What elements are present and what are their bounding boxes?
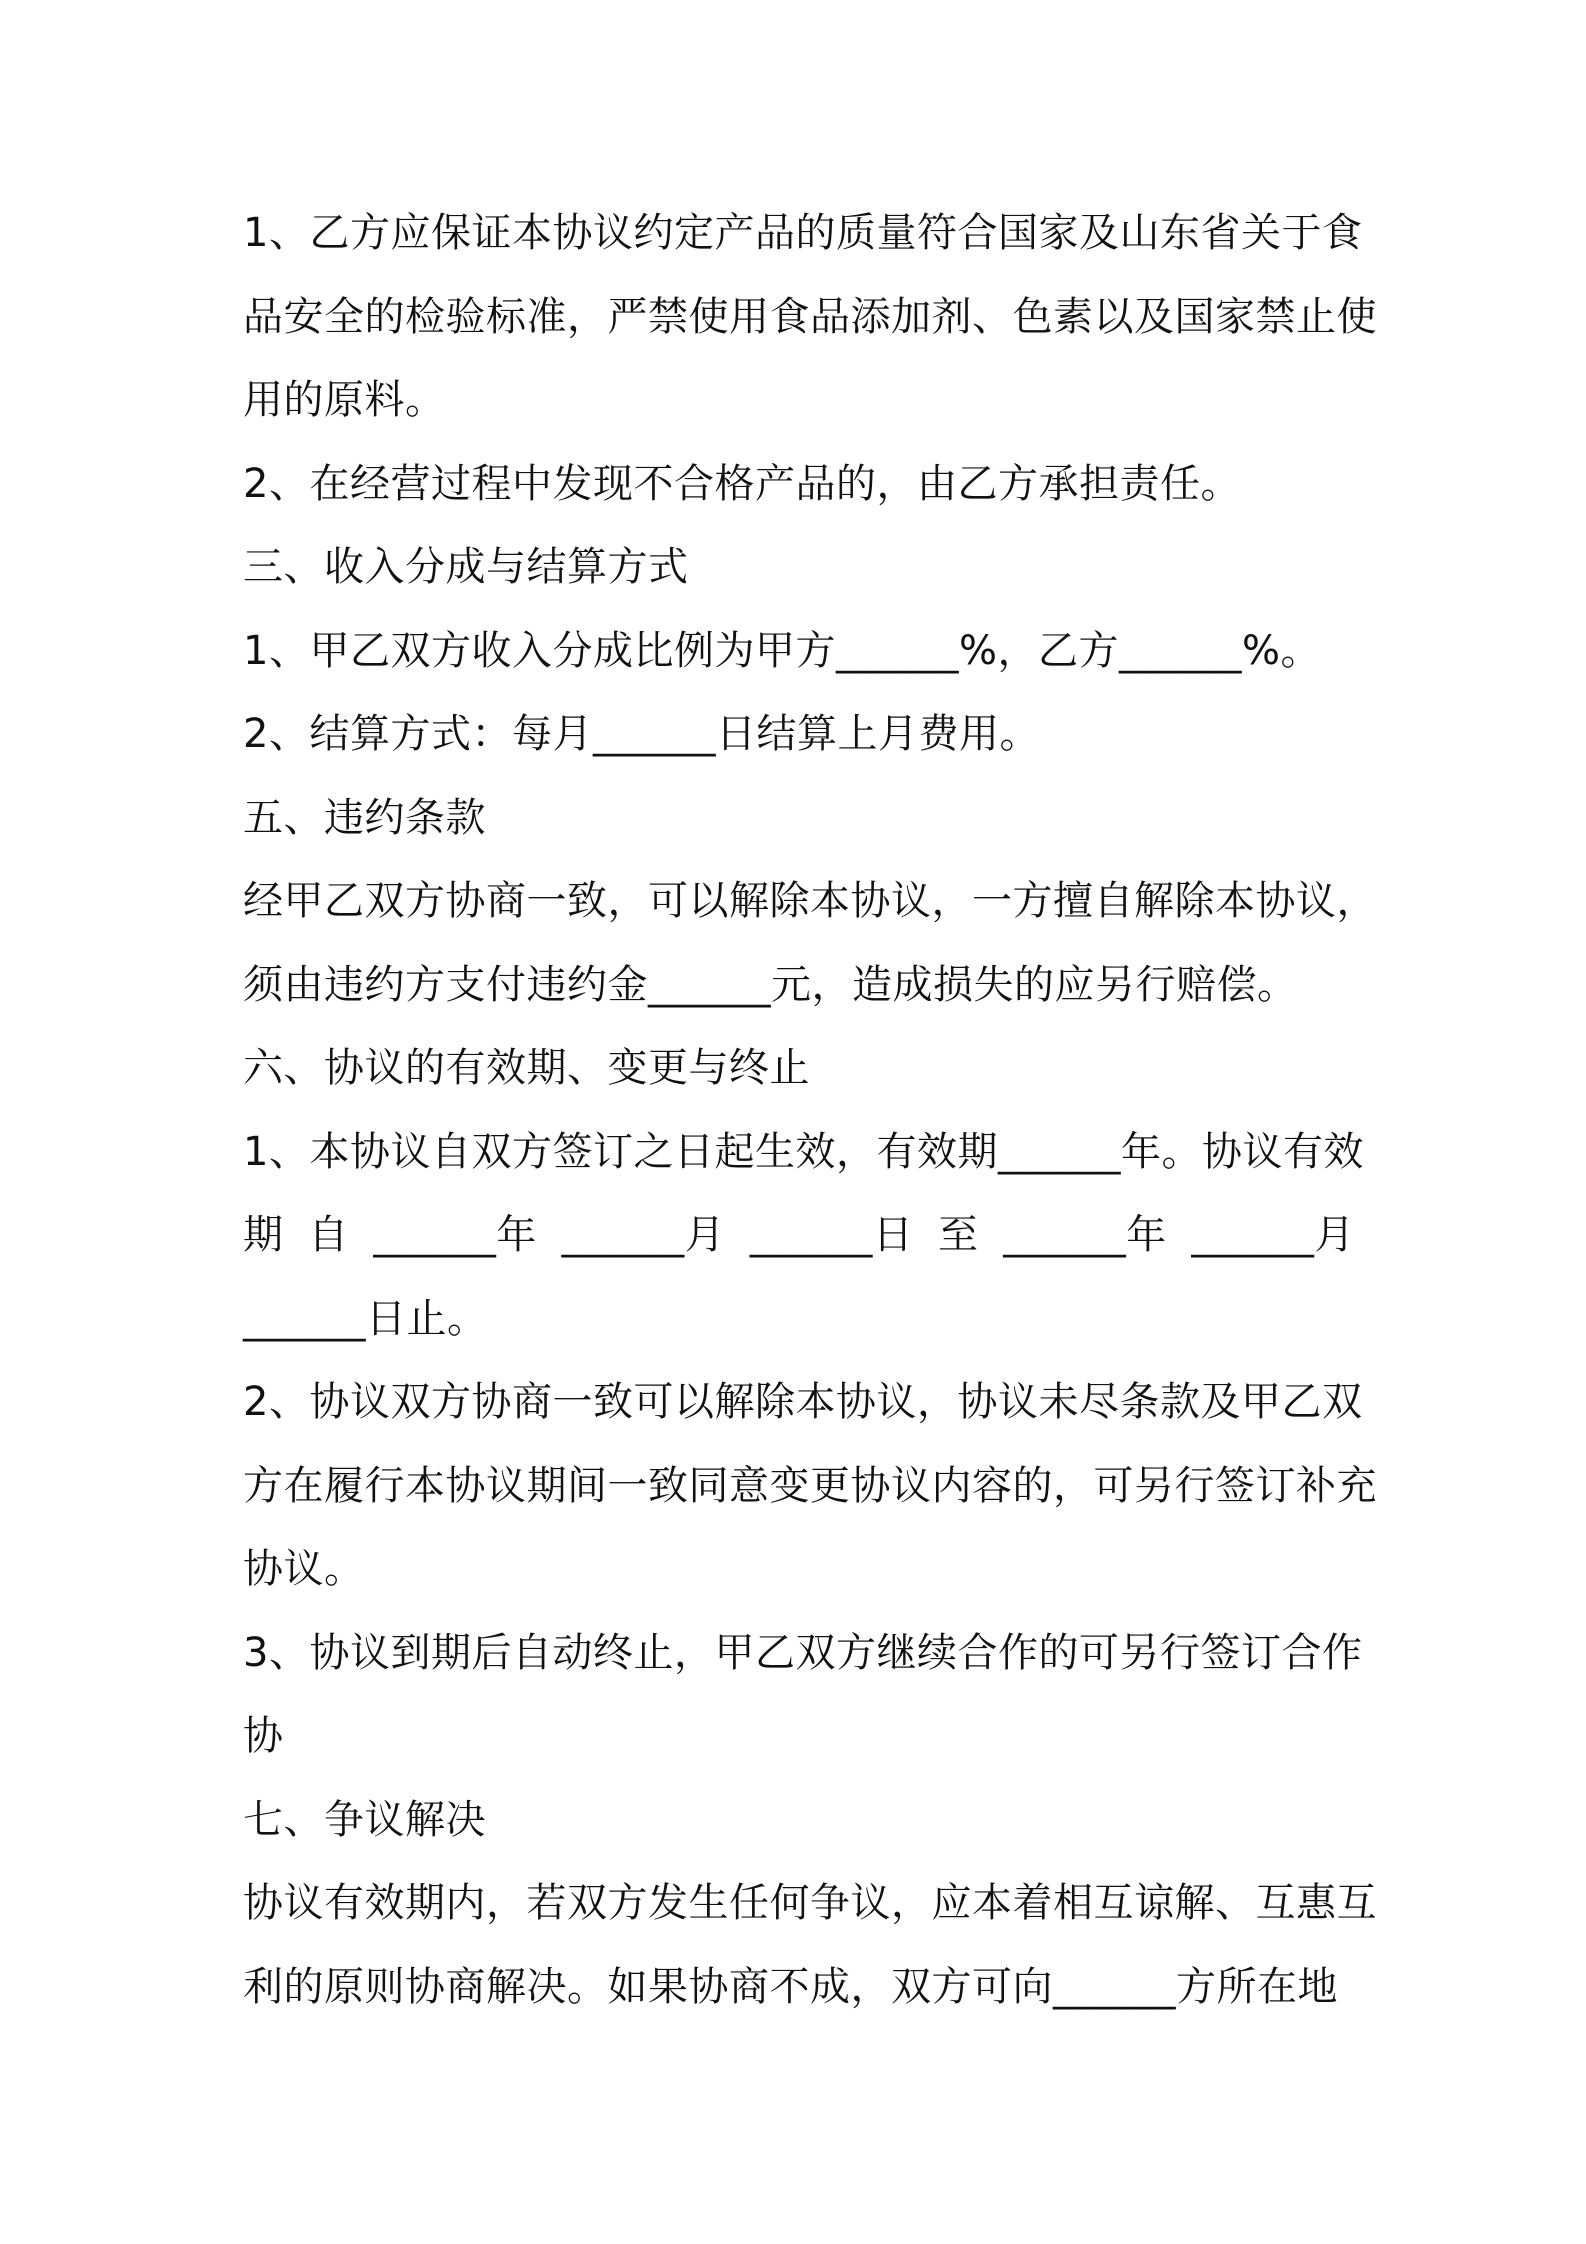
text-line: 2、结算方式：每月______日结算上月费用。 [243,711,1040,757]
text-line: 用的原料。 [243,377,446,423]
section-heading: 三、收入分成与结算方式 [243,544,689,590]
text-line: ______日止。 [243,1295,488,1342]
date-part: ______年 [373,1212,537,1258]
text-line: 协议有效期内，若双方发生任何争议，应本着相互谅解、互惠互 [243,1880,1377,1926]
text-line: 方在履行本协议期间一致同意变更协议内容的，可另行签订补充 [243,1462,1377,1509]
section-heading: 六、协议的有效期、变更与终止 [243,1045,810,1091]
date-range-line [243,1194,1355,1278]
text-line: 协 [243,1713,284,1759]
text-line: 1、甲乙双方收入分成比例为甲方______%，乙方______%。 [243,627,1321,674]
date-part: 至 [938,1212,979,1258]
text-line: 品安全的检验标准，严禁使用食品添加剂、色素以及国家禁止使 [243,293,1377,340]
section-heading: 七、争议解决 [243,1796,486,1843]
document-body [243,192,1377,2029]
text-line: 经甲乙双方协商一致，可以解除本协议，一方擅自解除本协议， [243,878,1377,924]
text-line: 3、协议到期后自动终止，甲乙双方继续合作的可另行签订合作 [243,1629,1363,1676]
date-part: ______月 [561,1212,726,1258]
section-heading: 五、违约条款 [243,794,486,841]
text-line: 协议。 [243,1546,365,1592]
date-part: ______月 [1191,1212,1355,1258]
text-line: 1、本协议自双方签订之日起生效，有效期______年。协议有效 [243,1128,1364,1175]
text-line: 2、在经营过程中发现不合格产品的，由乙方承担责任。 [243,460,1241,507]
date-part: ______年 [1003,1212,1167,1258]
date-part: 自 [308,1212,349,1258]
date-part: 期 [243,1212,284,1258]
text-line: 2、协议双方协商一致可以解除本协议，协议未尽条款及甲乙双 [243,1379,1363,1425]
text-line: 1、乙方应保证本协议约定产品的质量符合国家及山东省关于食 [243,210,1363,256]
text-line: 利的原则协商解决。如果协商不成，双方可向______方所在地 [243,1963,1338,2010]
text-line: 须由违约方支付违约金______元，造成损失的应另行赔偿。 [243,961,1298,1008]
date-part: ______日 [749,1212,914,1258]
